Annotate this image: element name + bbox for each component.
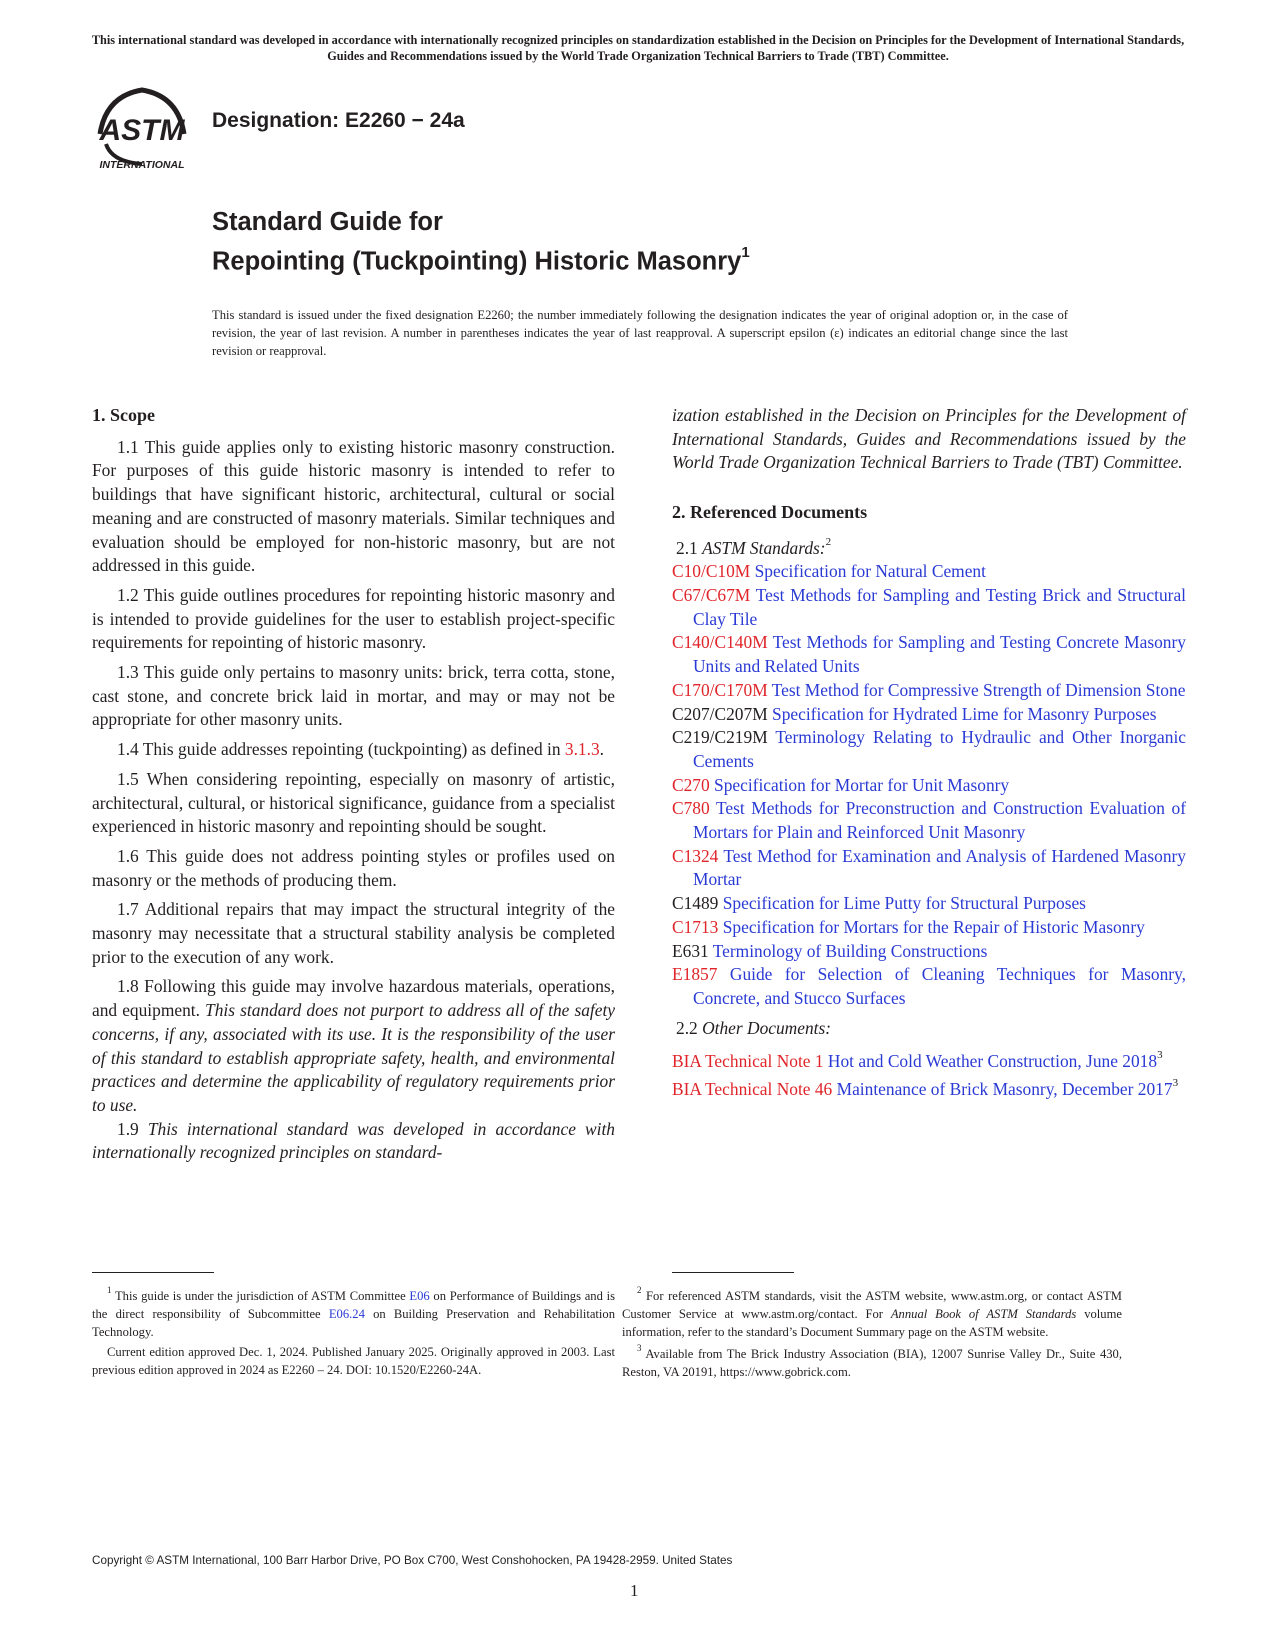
reference-title[interactable]: Specification for Mortars for the Repair of Historic Masonry xyxy=(722,916,1145,937)
paragraph-1-4-text: 1.4 This guide addresses repointing (tuckpointing) as defined in xyxy=(117,739,565,760)
left-column xyxy=(92,404,615,1171)
subsection-2-2-number: 2.2 xyxy=(676,1017,703,1038)
other-reference-code[interactable]: BIA Technical Note 1 xyxy=(672,1051,824,1072)
paragraph-1-9-number: 1.9 xyxy=(117,1118,148,1139)
paragraph-1-3: 1.3 This guide only pertains to masonry units: brick, terra cotta, stone, cast stone, and concrete brick laid in mortar, and may or may not be appropriate for other masonry units. xyxy=(92,662,615,730)
paragraph-1-7: 1.7 Additional repairs that may impact the structural integrity of the masonry may necessitate that a structural stability analysis be completed prior to the execution of any work. xyxy=(92,899,615,967)
international-standard-notice: This international standard was developed in accordance with internationally recognized principles on standardization established in the Decision on Principles for the Development of International Standards, Guides and Recommendations issued by the World Trade Organization Technical Barriers to Trade (TBT) Committee. xyxy=(91,33,1185,63)
reference-title[interactable]: Specification for Natural Cement xyxy=(754,561,986,582)
footnote-1-mark: 1 xyxy=(107,1285,112,1295)
reference-item xyxy=(672,774,1186,798)
reference-item xyxy=(672,940,1186,964)
astm-reference-list xyxy=(672,560,1186,1010)
footnote-rule-right xyxy=(672,1272,794,1273)
reference-code[interactable]: C219/C219M xyxy=(672,727,768,748)
subsection-2-2 xyxy=(672,1017,1186,1041)
footnote-2-text-b: volume information, refer to the standard’s Document Summary page on the ASTM website. xyxy=(622,1307,1122,1340)
logo-letters: ASTM xyxy=(99,114,185,147)
reference-item xyxy=(672,845,1186,892)
section-heading-referenced-documents: 2. Referenced Documents xyxy=(672,502,868,523)
reference-title[interactable]: Specification for Mortar for Unit Masonry xyxy=(714,774,1010,795)
reference-item xyxy=(672,892,1186,916)
reference-item xyxy=(672,726,1186,773)
copyright-notice: Copyright © ASTM International, 100 Barr Harbor Drive, PO Box C700, West Conshohocken, PA 19428-2959. United States xyxy=(92,1554,733,1567)
paragraph-1-9-text: This international standard was developed in accordance with internationally recognized principles on standard- xyxy=(92,1118,615,1163)
reference-code[interactable]: C170/C170M xyxy=(672,679,768,700)
reference-code[interactable]: C780 xyxy=(672,798,710,819)
logo-international: INTERNATIONAL xyxy=(99,159,185,171)
reference-title[interactable]: Specification for Hydrated Lime for Masonry Purposes xyxy=(772,703,1157,724)
footnotes-right xyxy=(622,1283,1122,1381)
paragraph-1-5: 1.5 When considering repointing, especially on masonry of artistic, architectural, cultural, or historical significance, guidance from a specialist experienced in historic masonry and repointing should be sought. xyxy=(92,768,615,837)
reference-item xyxy=(672,797,1186,844)
reference-code[interactable]: E1857 xyxy=(672,964,718,985)
paragraph-1-1: 1.1 This guide applies only to existing historic masonry construction. For purposes of this guide historic masonry is intended to refer to buildings that have significant historic, architectural, cultural or social meaning and are constructed of masonry materials. Similar techniques and evaluation should be employed for non-historic masonry, but are not addressed in this guide. xyxy=(92,436,615,576)
reference-title[interactable]: Guide for Selection of Cleaning Techniques for Masonry, Concrete, and Stucco Surfaces xyxy=(693,964,1186,1008)
reference-code[interactable]: C1489 xyxy=(672,893,719,914)
footnote-2-text-a: For referenced ASTM standards, visit the ASTM website, www.astm.org, or contact ASTM Customer Service at www.astm.org/contact. For xyxy=(622,1289,1122,1322)
committee-link-e06[interactable]: E06 xyxy=(409,1289,430,1304)
footnote-3-mark: 3 xyxy=(637,1343,642,1354)
reference-title[interactable]: Test Method for Examination and Analysis of Hardened Masonry Mortar xyxy=(693,845,1186,890)
reference-code[interactable]: E631 xyxy=(672,940,709,961)
paragraph-1-6: 1.6 This guide does not address pointing styles or profiles used on masonry or the methods of producing them. xyxy=(92,845,615,890)
reference-title[interactable]: Terminology of Building Constructions xyxy=(712,940,988,961)
footnote-1-text-a: This guide is under the jurisdiction of ASTM Committee xyxy=(111,1289,410,1304)
footnote-mark-3: 3 xyxy=(1172,1076,1179,1089)
reference-title[interactable]: Test Methods for Sampling and Testing Concrete Masonry Units and Related Units xyxy=(693,632,1186,677)
title-main: Repointing (Tuckpointing) Historic Masonry xyxy=(212,247,742,276)
other-reference-item xyxy=(672,1074,1186,1102)
footnote-rule-left xyxy=(92,1272,214,1273)
other-reference-title[interactable]: Maintenance of Brick Masonry, December 2017 xyxy=(836,1078,1173,1099)
astm-logo-mark xyxy=(92,84,192,172)
footnote-2-mark: 2 xyxy=(637,1285,642,1295)
paragraph-1-4-end: . xyxy=(599,739,605,760)
footnote-mark-3: 3 xyxy=(1157,1049,1163,1062)
paragraph-1-9 xyxy=(92,1118,615,1165)
title-line-2 xyxy=(212,239,750,279)
reference-code[interactable]: C270 xyxy=(672,774,710,795)
subsection-2-1 xyxy=(672,533,1186,561)
other-reference-code[interactable]: BIA Technical Note 46 xyxy=(672,1078,833,1099)
reference-code[interactable]: C140/C140M xyxy=(672,632,768,653)
reference-item xyxy=(672,679,1186,703)
footnote-1-text-b: on Performance of Buildings and is the direct responsibility of Subcommittee xyxy=(92,1289,615,1322)
issuance-statement: This standard is issued under the fixed designation E2260; the number immediately following the designation indicates the year of original adoption or, in the case of revision, the year of last revision. A number in parentheses indicates the year of last reapproval. A superscript epsilon (ε) indicates an editorial change since the last revision or reapproval. xyxy=(212,308,1068,359)
reference-title[interactable]: Test Methods for Preconstruction and Construction Evaluation of Mortars for Plain and Reinforced Unit Masonry xyxy=(693,798,1186,843)
footnote-1 xyxy=(92,1283,615,1341)
paragraph-1-8 xyxy=(92,975,615,1117)
footnote-2-book-title: Annual Book of ASTM Standards xyxy=(890,1307,1077,1322)
footnote-2 xyxy=(622,1283,1122,1341)
edition-note: Current edition approved Dec. 1, 2024. Published January 2025. Originally approved in 2003. Last previous edition approved in 2024 as E2260 – 24. DOI: 10.1520/E2260-24A. xyxy=(92,1345,615,1378)
reference-code[interactable]: C1713 xyxy=(672,916,719,937)
title-footnote-mark: 1 xyxy=(741,244,750,261)
other-reference-list xyxy=(672,1046,1186,1101)
other-reference-title[interactable]: Hot and Cold Weather Construction, June 2018 xyxy=(827,1051,1158,1072)
reference-item xyxy=(672,963,1186,1010)
reference-item xyxy=(672,584,1186,631)
subsection-2-1-number: 2.1 xyxy=(676,537,703,558)
footnote-mark-2: 2 xyxy=(825,535,832,548)
page-number: 1 xyxy=(630,1581,639,1600)
right-column xyxy=(672,404,1186,1101)
title-line-1: Standard Guide for xyxy=(212,208,443,236)
section-link-3-1-3[interactable]: 3.1.3 xyxy=(564,739,600,760)
document-title xyxy=(212,206,750,279)
footnotes-left xyxy=(92,1283,615,1379)
footnote-3-text: Available from The Brick Industry Association (BIA), 12007 Sunrise Valley Dr., Suite 430, Reston, VA 20191, https://www.gobrick.com. xyxy=(622,1347,1122,1380)
subsection-2-2-label: Other Documents: xyxy=(702,1017,832,1038)
reference-title[interactable]: Test Method for Compressive Strength of Dimension Stone xyxy=(771,679,1186,700)
paragraph-1-2: 1.2 This guide outlines procedures for repointing historic masonry and is intended to provide guidelines for the user to establish project-specific requirements for repointing of historic masonry. xyxy=(92,584,615,653)
footnote-1-text-c: on Building Preservation and Rehabilitation Technology. xyxy=(92,1307,616,1340)
paragraph-1-8-text: 1.8 Following this guide may involve hazardous materials, operations, and equipment. xyxy=(92,976,615,1021)
reference-code[interactable]: C67/C67M xyxy=(672,585,751,606)
paragraph-1-9-continued: ization established in the Decision on Principles for the Development of International Standards, Guides and Recommendations issued by the World Trade Organization Technical Barriers to Trade (TBT) Committee. xyxy=(672,405,1186,473)
reference-item xyxy=(672,916,1186,940)
reference-item xyxy=(672,631,1186,678)
subsection-2-1-label: ASTM Standards: xyxy=(702,537,826,558)
reference-code[interactable]: C207/C207M xyxy=(672,703,768,724)
reference-code[interactable]: C1324 xyxy=(672,845,719,866)
other-reference-item xyxy=(672,1046,1186,1074)
reference-title[interactable]: Terminology Relating to Hydraulic and Other Inorganic Cements xyxy=(693,727,1186,771)
subcommittee-link-e06-24[interactable]: E06.24 xyxy=(328,1307,365,1322)
footnote-3 xyxy=(622,1341,1122,1381)
reference-title[interactable]: Test Methods for Sampling and Testing Brick and Structural Clay Tile xyxy=(693,585,1186,629)
reference-title[interactable]: Specification for Lime Putty for Structural Purposes xyxy=(722,893,1086,914)
designation: Designation: E2260 − 24a xyxy=(212,109,465,132)
reference-item xyxy=(672,703,1186,727)
paragraph-1-4 xyxy=(92,738,615,762)
safety-caveat: This standard does not purport to address all of the safety concerns, if any, associated with its use. It is the responsibility of the user of this standard to establish appropriate safety, health, and environmental practices and determine the applicability of regulatory requirements prior to use. xyxy=(92,1000,616,1115)
section-heading-scope: 1. Scope xyxy=(92,405,155,425)
reference-item xyxy=(672,560,1186,584)
reference-code[interactable]: C10/C10M xyxy=(672,561,751,582)
astm-logo xyxy=(92,84,192,172)
